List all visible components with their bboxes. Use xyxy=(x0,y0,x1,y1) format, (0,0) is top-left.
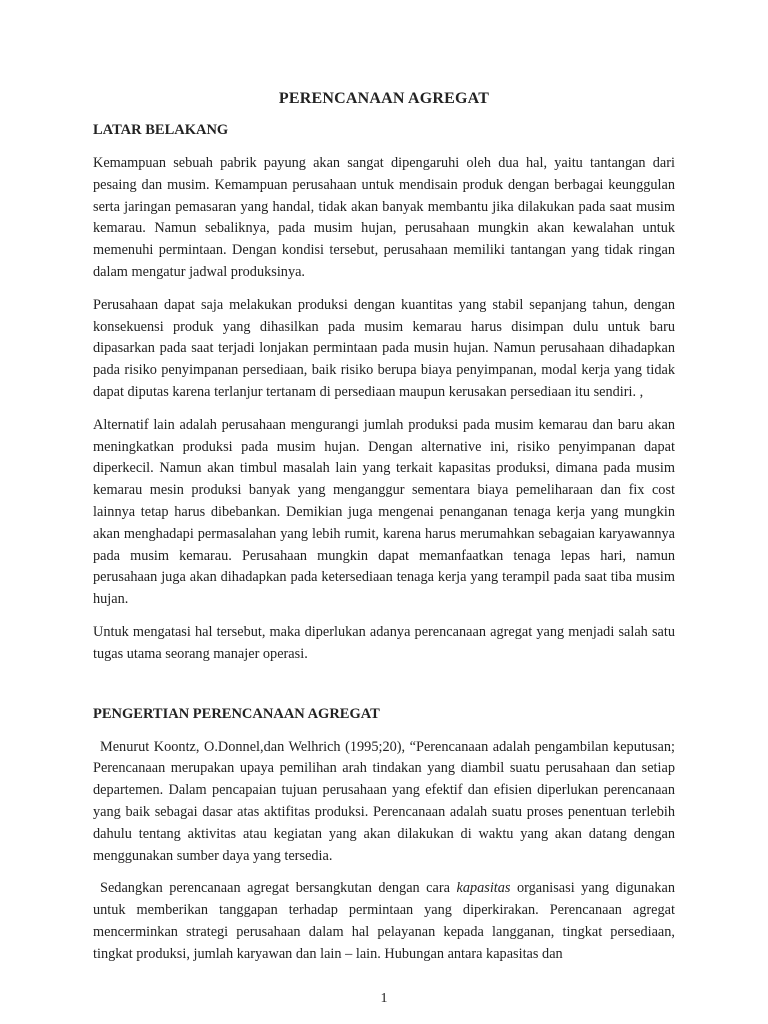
paragraph-pengertian-2-start: Sedangkan perencanaan agregat bersangkutan dengan cara xyxy=(100,880,457,897)
paragraph-latar-3: Alternatif lain adalah perusahaan mengurangi jumlah produksi pada musim kemarau dan baru akan meningkatkan produksi pada musim hujan. Dengan alternative ini, risiko penyimpanan dapat diperkecil. Namun akan timbul masalah lain yang terkait kapasitas produksi, dimana pada musim kemarau mesin produksi banyak yang menganggur sementara biaya pemeliharaan dan fix cost lainnya tetap harus dibebankan. Demikian juga mengenai penanganan tenaga kerja yang mungkin akan menghadapi permasalahan yang lebih rumit, karena harus merumahkan sebagaian karyawannya pada musim kemarau. Perusahaan mungkin dapat memanfaatkan tenaga lepas hari, namun perusahaan juga akan dihadapkan pada ketersediaan tenaga kerja yang terampil pada saat tiba musim hujan. xyxy=(93,416,675,608)
document-page xyxy=(93,90,675,977)
paragraph-latar-4: Untuk mengatasi hal tersebut, maka diperlukan adanya perencanaan agregat yang menjadi salah satu tugas utama seorang manajer operasi. xyxy=(93,623,675,662)
paragraph-pengertian-2 xyxy=(93,878,675,965)
page-number: 1 xyxy=(380,991,388,1006)
paragraph-pengertian-1: Menurut Koontz, O.Donnel,dan Welhrich (1995;20), “Perencanaan adalah pengambilan keputusan; Perencanaan merupakan upaya pemilihan arah tindakan yang diambil suatu perusahaan dan setiap departemen. Dalam pencapaian tujuan perusahaan yang efektif dan efisien diperlukan perencanaan yang baik sebagai dasar atas aktifitas produksi. Perencanaan adalah suatu proses penentuan terlebih dahulu tentang aktivitas atau kegiatan yang akan dilakukan di waktu yang akan datang dengan menggunakan sumber daya yang tersedia. xyxy=(93,738,675,864)
section-heading-latar-belakang: LATAR BELAKANG xyxy=(93,122,229,138)
paragraph-pengertian-2-end: organisasi yang digunakan untuk memberikan tanggapan terhadap permintaan yang diperkirakan. Perencanaan agregat mencerminkan strategi perusahaan dalam hal pelayanan kepada langganan, tingkat persediaan, tingkat produksi, jumlah karyawan dan lain – lain. Hubungan antara kapasitas dan xyxy=(93,880,676,962)
paragraph-latar-1: Kemampuan sebuah pabrik payung akan sangat dipengaruhi oleh dua hal, yaitu tantangan dari pesaing dan musim. Kemampuan perusahaan untuk mendisain produk dengan berbagai keunggulan serta jaringan pemasaran yang handal, tidak akan banyak membantu jika dilakukan pada saat musim kemarau. Namun sebaliknya, pada musim hujan, perusahaan mungkin akan kewalahan untuk memenuhi permintaan. Dengan kondisi tersebut, perusahaan memiliki tantangan yang tidak ringan dalam mengatur jadwal produksinya. xyxy=(93,155,675,280)
document-title: PERENCANAAN AGREGAT xyxy=(278,90,490,107)
italic-term-kapasitas: kapasitas xyxy=(456,880,511,897)
section-heading-pengertian: PENGERTIAN PERENCANAAN AGREGAT xyxy=(93,705,380,722)
paragraph-latar-2: Perusahaan dapat saja melakukan produksi dengan kuantitas yang stabil sepanjang tahun, dengan konsekuensi produk yang dihasilkan pada musim kemarau harus disimpan dulu untuk baru dipasarkan pada saat terjadi lonjakan permintaan pada musin hujan. Namun perusahaan dihadapkan pada risiko penyimpanan persediaan, baik risiko berupa biaya penyimpanan, modal kerja yang tidak dapat diputas karena terlanjur tertanam di persediaan maupun kerusakan persediaan itu sendiri. , xyxy=(93,296,675,400)
